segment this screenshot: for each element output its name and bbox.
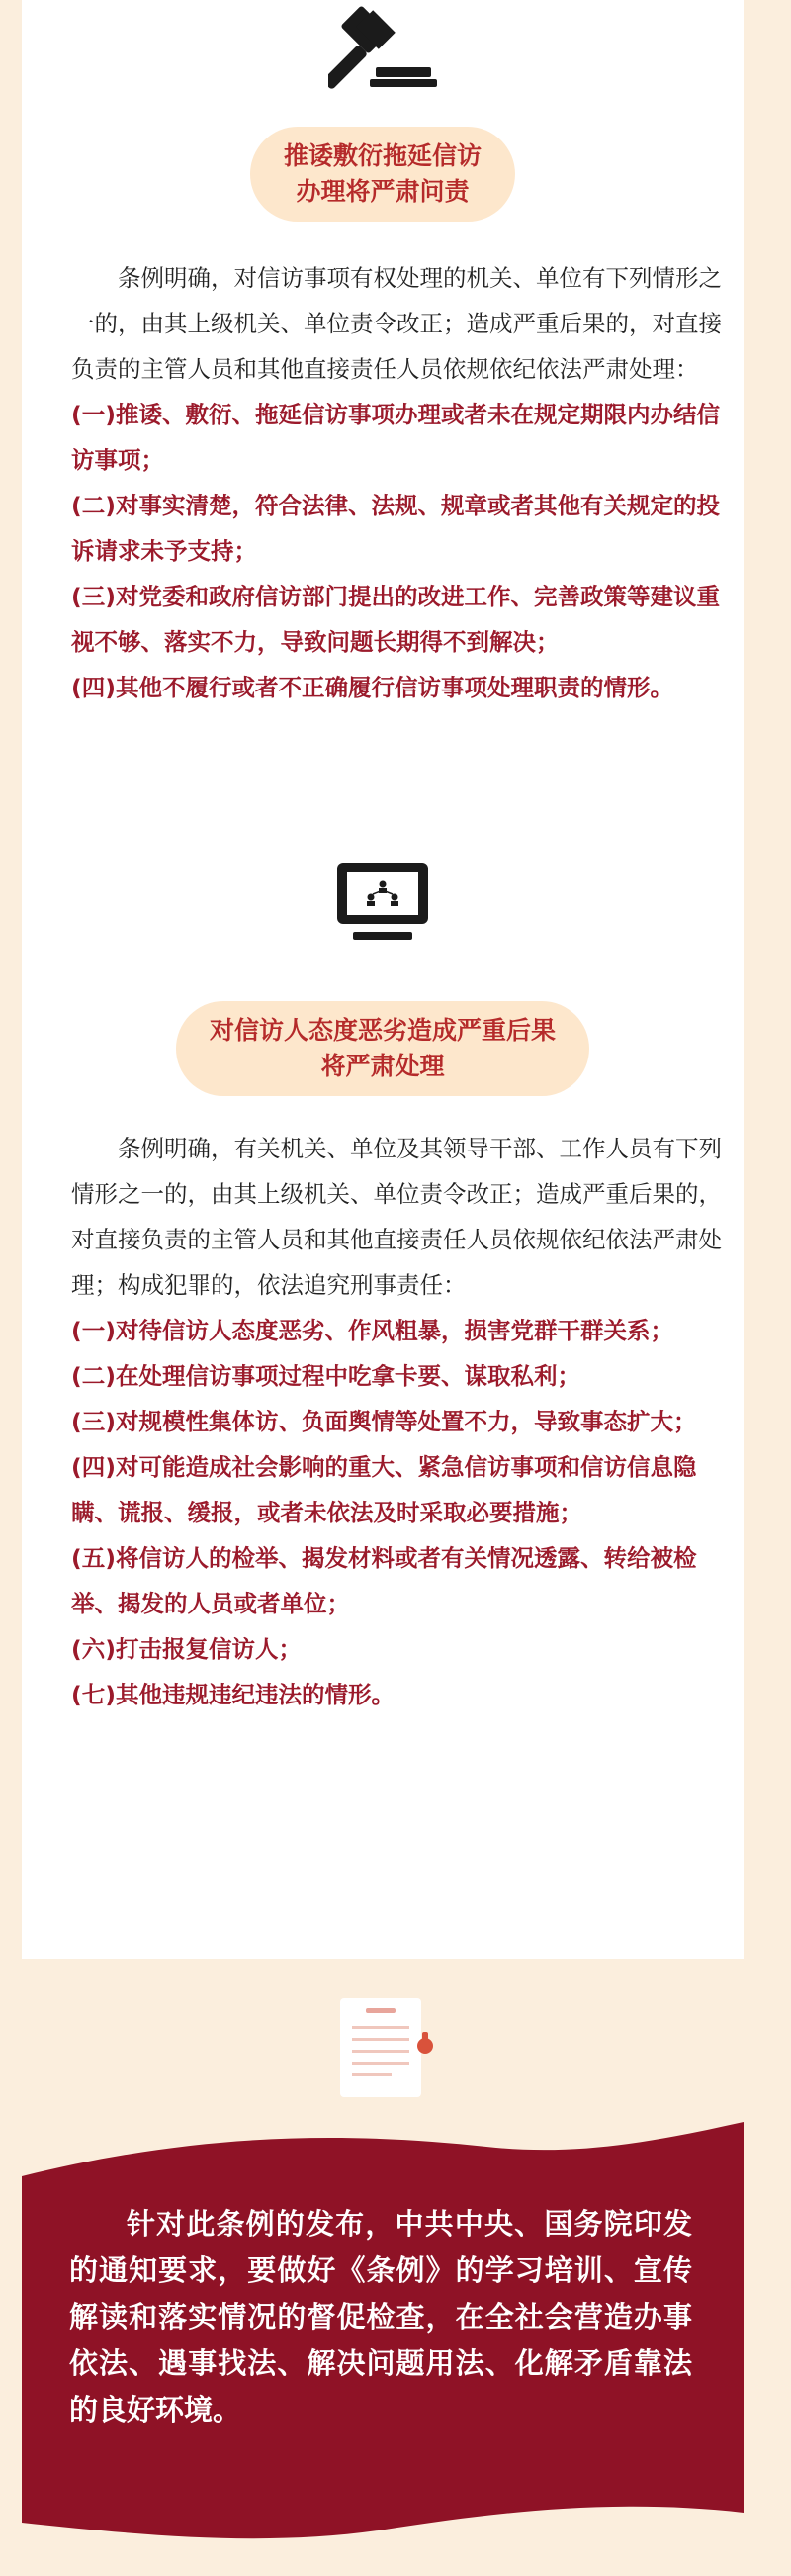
list-item: (四)对可能造成社会影响的重大、紧急信访事项和信访信息隐瞒、谎报、缓报，或者未依法及时采取必要措施；	[71, 1453, 697, 1526]
section-body	[71, 255, 732, 710]
list-item: (一)对待信访人态度恶劣、作风粗暴，损害党群干群关系；	[71, 1317, 673, 1344]
section-body	[71, 1126, 732, 1717]
list-item: (四)其他不履行或者不正确履行信访事项处理职责的情形。	[71, 674, 673, 701]
list-item: (三)对党委和政府信访部门提出的改进工作、完善政策等建议重视不够、落实不力，导致问题长期得不到解决；	[71, 583, 720, 656]
list-item: (五)将信访人的检举、揭发材料或者有关情况透露、转给被检举、揭发的人员或者单位；	[71, 1544, 697, 1617]
gavel-icon	[22, 0, 744, 91]
section-title-pill	[250, 127, 515, 222]
section-title-line: 办理将严肃问责	[296, 177, 470, 206]
list-item: (二)在处理信访事项过程中吃拿卡要、谋取私利；	[71, 1362, 580, 1390]
list-item: (六)打击报复信访人；	[71, 1635, 302, 1663]
section-title-line: 将严肃处理	[320, 1052, 445, 1080]
section-title-line: 对信访人态度恶劣造成严重后果	[209, 1016, 557, 1045]
section-title-pill	[176, 1001, 589, 1096]
document-icon	[330, 1988, 449, 2111]
monitor-people-icon	[22, 859, 744, 948]
list-item: (七)其他违规违纪违法的情形。	[71, 1681, 395, 1708]
conclusion-text: 针对此条例的发布，中共中央、国务院印发的通知要求，要做好《条例》的学习培训、宣传解读和落实情况的督促检查，在全社会营造办事依法、遇事找法、解决问题用法、化解矛盾靠法的良好环境。	[69, 2207, 692, 2427]
section-title-line: 推诿敷衍拖延信访	[283, 141, 483, 170]
content-card	[22, 0, 744, 1959]
list-item: (一)推诿、敷衍、拖延信访事项办理或者未在规定期限内办结信访事项；	[71, 401, 720, 474]
section-intro: 条例明确，对信访事项有权处理的机关、单位有下列情形之一的，由其上级机关、单位责令改正；造成严重后果的，对直接负责的主管人员和其他直接责任人员依规依纪依法严肃处理：	[71, 264, 722, 383]
list-item: (二)对事实清楚，符合法律、法规、规章或者其他有关规定的投诉请求未予支持；	[71, 492, 720, 565]
section-intro: 条例明确，有关机关、单位及其领导干部、工作人员有下列情形之一的，由其上级机关、单位责令改正；造成严重后果的，对直接负责的主管人员和其他直接责任人员依规依纪依法严肃处理；构成犯罪的，依法追究刑事责任：	[71, 1135, 722, 1299]
list-item: (三)对规模性集体访、负面舆情等处置不力，导致事态扩大；	[71, 1408, 697, 1435]
